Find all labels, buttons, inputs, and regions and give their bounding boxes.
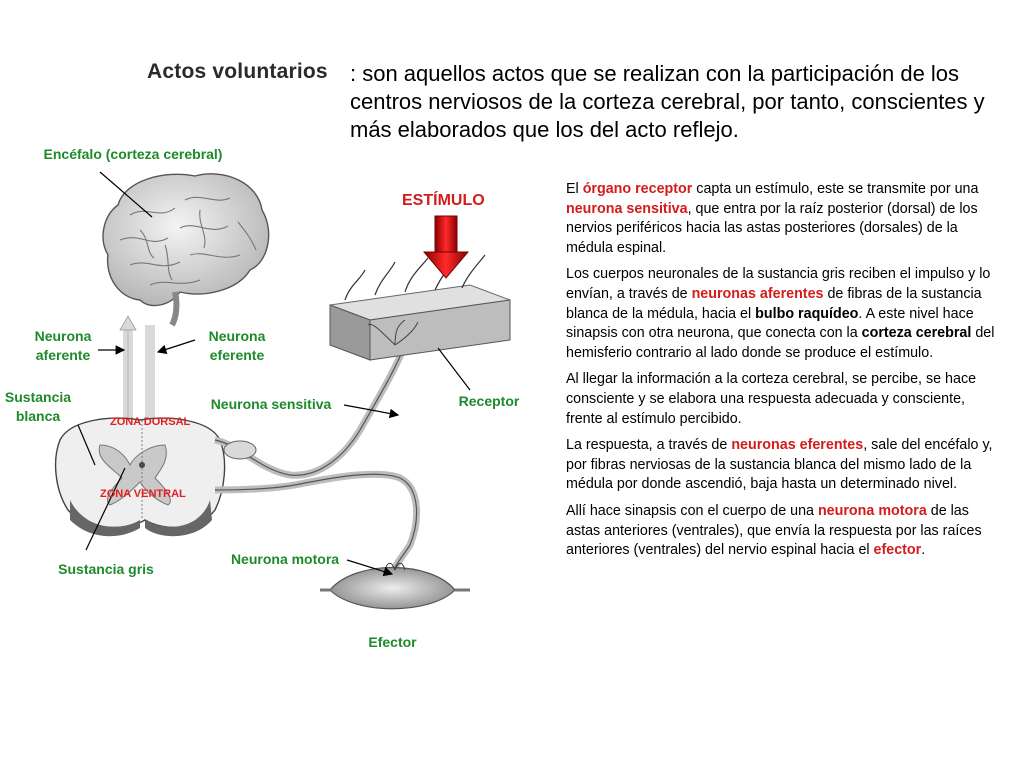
text-run: , sale del encéfalo y, por fibras nerviosas de la sustancia blanca del mismo lado de la médula por donde ascendió, baja hasta un determinado nivel. xyxy=(566,437,993,493)
highlight-term: neurona motora xyxy=(817,502,927,519)
text-run: de las astas anteriores (ventrales), que envía la respuesta por las raíces anteriores (ventrales) del nervio espinal hacia el xyxy=(566,502,982,559)
text-run: de fibras de la sustancia blanca de la médula, hacia el xyxy=(566,285,982,322)
highlight-term: neuronas aferentes xyxy=(691,285,824,302)
paragraph-afferent xyxy=(566,265,998,363)
text-run: , que entra por la raíz posterior (dorsal) de los nervios periféricos hacia las astas posteriores (dorsales) de la médula espinal. xyxy=(566,200,978,256)
bold-term: corteza cerebral xyxy=(861,325,972,342)
white-matter-label: Sustancia blanca xyxy=(4,389,72,424)
text-run: del hemisferio contrario al lado donde se produce el estímulo. xyxy=(566,325,995,361)
dorsal-zone-label: ZONA DORSAL xyxy=(110,416,191,428)
stimulus-label: ESTÍMULO xyxy=(402,192,485,209)
paragraph-receptor xyxy=(566,180,998,258)
text-run: Al llegar la información a la corteza cerebral, se percibe, se hace consciente y se elabora una respuesta adecuada y consciente, frente al estímulo percibido. xyxy=(566,371,977,427)
page-title: Actos voluntarios xyxy=(147,60,328,83)
text-run: . xyxy=(921,542,926,559)
text-run: Allí hace sinapsis con el cuerpo de una xyxy=(566,502,818,519)
text-run: Los cuerpos neuronales de la sustancia gris reciben el impulso y lo envían, a través de xyxy=(566,266,991,302)
brain-label: Encéfalo (corteza cerebral) xyxy=(43,146,223,162)
ventral-zone-label: ZONA VENTRAL xyxy=(100,488,186,500)
highlight-term: neurona sensitiva xyxy=(566,200,688,217)
nerve-paths xyxy=(215,345,417,570)
sensory-neuron-label: Neurona sensitiva xyxy=(210,396,332,412)
highlight-term: neuronas eferentes xyxy=(731,437,864,454)
muscle-illustration xyxy=(320,563,470,609)
explanation-panel xyxy=(566,180,998,568)
receptor-label: Receptor xyxy=(458,393,520,409)
stimulus-arrow xyxy=(424,216,468,278)
highlight-term: efector xyxy=(873,542,922,559)
highlight-term: órgano receptor xyxy=(582,181,693,197)
paragraph-motor xyxy=(566,502,998,561)
gray-matter-label: Sustancia gris xyxy=(58,561,154,577)
efferent-neuron-label: Neurona eferente xyxy=(208,328,266,363)
effector-label: Efector xyxy=(368,634,417,650)
text-run: El xyxy=(566,181,583,197)
motor-neuron-label: Neurona motora xyxy=(230,551,340,567)
bold-term: bulbo raquídeo xyxy=(755,305,859,322)
spinal-cord-section xyxy=(56,418,225,536)
paragraph-efferent xyxy=(566,436,998,495)
text-run: . A este nivel hace sinapsis con otra neurona, que conecta con la xyxy=(566,305,974,342)
afferent-neuron-label: Neurona aferente xyxy=(34,328,92,363)
text-run: capta un estímulo, este se transmite por una xyxy=(692,181,979,197)
definition-text: : son aquellos actos que se realizan con la participación de los centros nerviosos de la corteza cerebral, por tanto, conscientes y más elaborados que los del acto reflejo. xyxy=(350,61,985,142)
paragraph-cortex xyxy=(566,370,998,429)
text-run: La respuesta, a través de xyxy=(566,437,732,454)
skin-block xyxy=(330,255,510,360)
